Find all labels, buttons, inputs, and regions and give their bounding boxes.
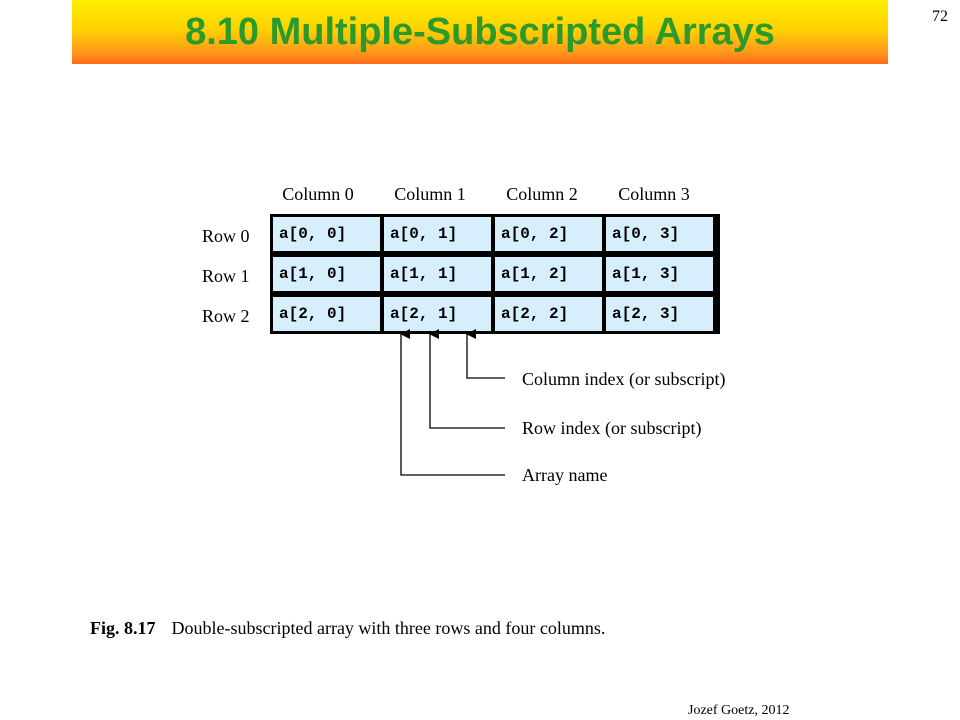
- row-label-1: Row 1: [202, 266, 250, 286]
- column-label-0: Column 0: [282, 184, 354, 204]
- column-label-3: Column 3: [618, 184, 690, 204]
- footer-author: Jozef Goetz, 2012: [688, 703, 790, 718]
- array-cell: a[0, 3]: [606, 217, 713, 251]
- row-label-0: Row 0: [202, 226, 250, 246]
- array-cell: a[1, 2]: [495, 257, 602, 291]
- caption-text: Double-subscripted array with three rows and four columns.: [171, 618, 606, 638]
- array-cell: a[1, 0]: [273, 257, 380, 291]
- page-number: 72: [932, 8, 948, 25]
- array-cell: a[2, 1]: [384, 297, 491, 331]
- array-cell: a[2, 0]: [273, 297, 380, 331]
- array-cell: a[0, 1]: [384, 217, 491, 251]
- column-label-1: Column 1: [394, 184, 466, 204]
- column-label-2: Column 2: [506, 184, 578, 204]
- row-label-2: Row 2: [202, 306, 250, 326]
- slide-title: 8.10 Multiple-Subscripted Arrays: [185, 11, 775, 53]
- column-index-arrow: [467, 334, 505, 378]
- figure-number: Fig. 8.17: [90, 618, 156, 638]
- array-cell: a[0, 0]: [273, 217, 380, 251]
- array-cell: a[0, 2]: [495, 217, 602, 251]
- row-index-label: Row index (or subscript): [522, 418, 702, 438]
- array-cell: a[2, 3]: [606, 297, 713, 331]
- array-name-label: Array name: [522, 465, 608, 485]
- figure-caption: [90, 618, 605, 639]
- array-cell: a[1, 3]: [606, 257, 713, 291]
- array-cell: a[2, 2]: [495, 297, 602, 331]
- column-index-label: Column index (or subscript): [522, 369, 726, 389]
- array-cell: a[1, 1]: [384, 257, 491, 291]
- array-name-arrow: [401, 334, 505, 475]
